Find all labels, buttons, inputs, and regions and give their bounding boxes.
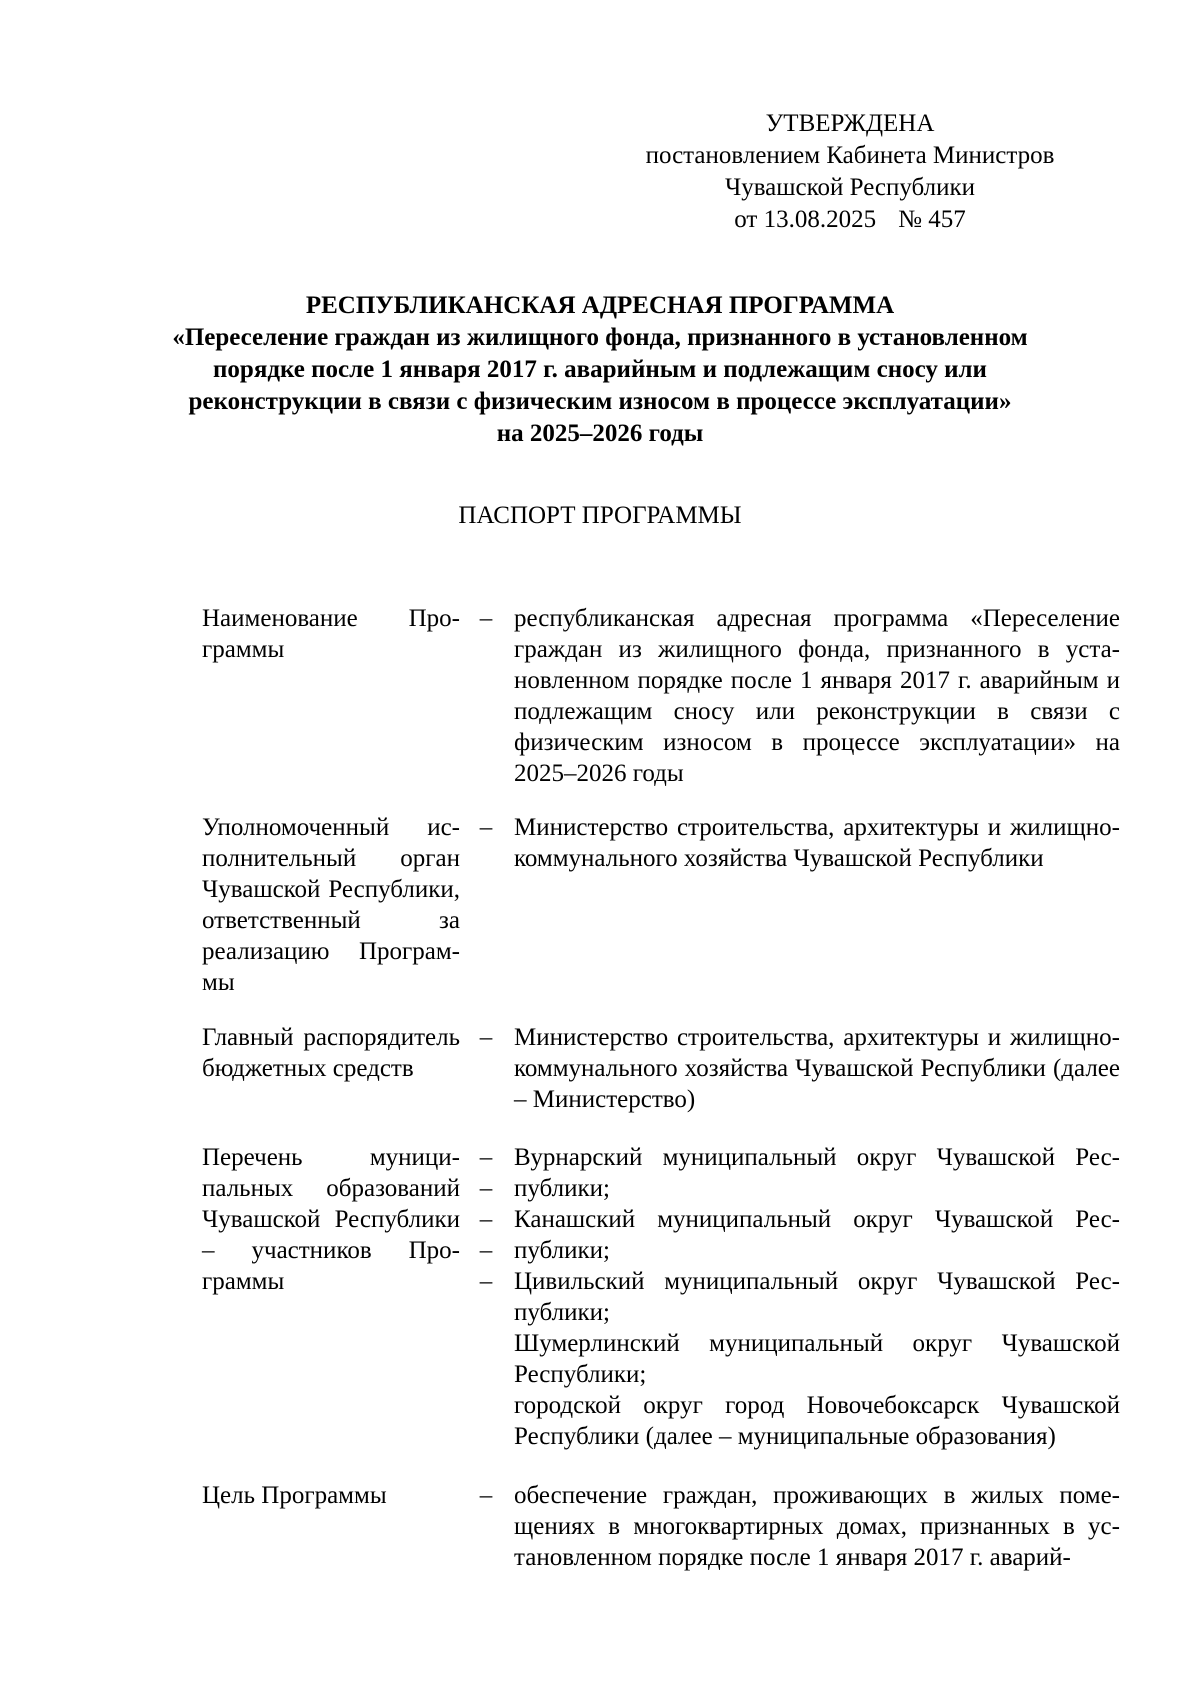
- passport-dash: [474, 603, 498, 634]
- municipality-item: Цивильский муниципальный округ Чувашской Республики;: [514, 1268, 1120, 1326]
- document-title: [150, 290, 1050, 450]
- approval-number: № 457: [898, 206, 966, 233]
- dash: –: [479, 605, 493, 632]
- municipality-item: городской округ город Новочебоксарск Чувашской Республики (далее – муниципальные образования): [514, 1392, 1120, 1450]
- passport-label: Цель Программы: [202, 1482, 387, 1509]
- dash: –: [479, 1024, 493, 1051]
- passport-label: Главный распорядитель бюджетных средств: [202, 1024, 460, 1082]
- passport-heading: ПАСПОРТ ПРОГРАММЫ: [458, 502, 742, 529]
- dash: –: [479, 1175, 493, 1202]
- passport-value: Министерство строительства, архитектуры и жилищно-коммунального хозяйства Чувашской Республики: [514, 814, 1120, 872]
- approval-status: УТВЕРЖДЕНА: [765, 110, 935, 137]
- approval-date: от 13.08.2025: [734, 206, 877, 233]
- approval-line-2: Чувашской Республики: [724, 174, 976, 201]
- title-line-5: на 2025–2026 годы: [496, 420, 704, 447]
- municipality-item: Вурнарский муниципальный округ Чувашской Республики;: [514, 1144, 1120, 1202]
- dash: –: [479, 1206, 493, 1233]
- municipality-item: Канашский муниципальный округ Чувашской Республики;: [514, 1206, 1120, 1264]
- passport-dash: [474, 812, 498, 843]
- dash: –: [479, 1237, 493, 1264]
- approval-line-1: постановлением Кабинета Министров: [645, 142, 1055, 169]
- passport-dash: [474, 1480, 498, 1511]
- dash: –: [479, 1144, 493, 1171]
- passport-label: Уполномоченный исполнительный орган Чувашской Республики, ответственный за реализацию Программы: [202, 814, 460, 996]
- dash: –: [479, 814, 493, 841]
- title-line-3: порядке после 1 января 2017 г. аварийным и подлежащим сносу или: [213, 356, 987, 383]
- passport-dash: [474, 1022, 498, 1053]
- passport-value: обеспечение граждан, проживающих в жилых помещениях в многоквартирных домах, признанных в установленном порядке после 1 января 2017 г. аварий-: [514, 1482, 1120, 1571]
- approval-block: [600, 108, 1100, 236]
- title-line-2: «Переселение граждан из жилищного фонда, признанного в установленном: [172, 324, 1028, 351]
- passport-value: республиканская адресная программа «Переселение граждан из жилищного фонда, признанного в установленном порядке после 1 января 2017 г. аварийным и подлежащим сносу или реконструкции в связи с физическим износом в процессе эксплуатации» на 2025–2026 годы: [514, 605, 1120, 787]
- passport-dash-list: [474, 1142, 498, 1297]
- dash: –: [479, 1268, 493, 1295]
- title-line-4: реконструкции в связи с физическим износом в процессе эксплуатации»: [188, 388, 1012, 415]
- municipality-item: Шумерлинский муниципальный округ Чувашской Республики;: [514, 1330, 1120, 1388]
- passport-value: Министерство строительства, архитектуры и жилищно-коммунального хозяйства Чувашской Республики (далее – Министерство): [514, 1024, 1120, 1113]
- approval-date-line: [600, 204, 1100, 236]
- municipality-list: [514, 1142, 1120, 1452]
- passport-label: Наименование Программы: [202, 605, 460, 663]
- passport-label: Перечень муниципальных образований Чувашской Республики – участников Программы: [202, 1144, 460, 1295]
- dash: –: [479, 1482, 493, 1509]
- title-line-1: РЕСПУБЛИКАНСКАЯ АДРЕСНАЯ ПРОГРАММА: [305, 292, 895, 319]
